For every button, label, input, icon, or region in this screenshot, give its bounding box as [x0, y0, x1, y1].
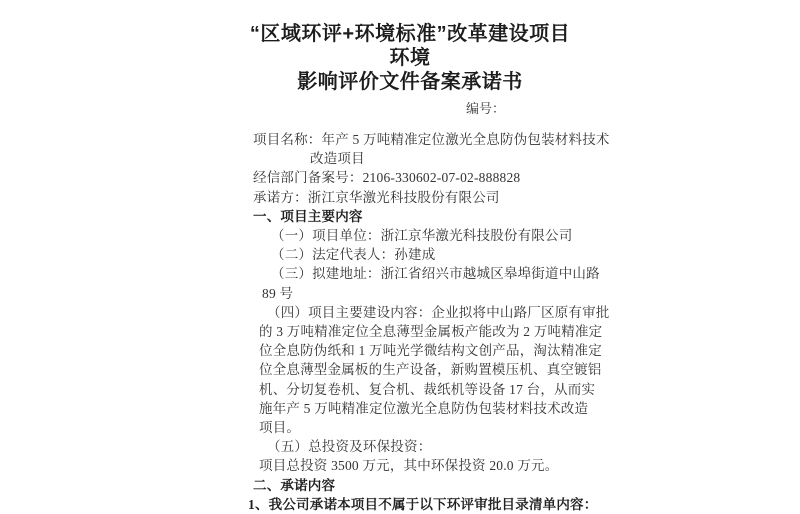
section1-item4-line5: 机、分切复卷机、复合机、裁纸机等设备 17 台，从而实: [259, 381, 596, 397]
section1-item4-line2: 的 3 万吨精准定位全息薄型金属板产能改为 2 万吨精准定: [259, 324, 603, 340]
field-promisor: 承诺方：浙江京华激光科技股份有限公司: [253, 189, 500, 205]
section1-item5-detail: 项目总投资 3500 万元，其中环保投资 20.0 万元。: [259, 458, 559, 474]
section1-item5-heading: （五）总投资及环保投资：: [267, 439, 432, 455]
section1-heading: 一、项目主要内容: [253, 208, 363, 224]
field-project-name-line1: 项目名称：年产 5 万吨精准定位激光全息防伪包装材料技术: [253, 132, 610, 147]
section1-item1: （一）项目单位：浙江京华激光科技股份有限公司: [271, 228, 573, 244]
serial-number-label: 编号：: [466, 101, 506, 116]
field-record-number: 经信部门备案号：2106-330602-07-02-888828: [253, 170, 521, 186]
section1-item4-line1: （四）项目主要建设内容：企业拟将中山路厂区原有审批: [267, 304, 610, 320]
serial-number-field: [240, 100, 640, 118]
section2-item1: 1、我公司承诺本项目不属于以下环评审批目录清单内容：: [248, 496, 598, 512]
field-project-name-line2: 改造项目: [310, 151, 365, 167]
section1-item2: （二）法定代表人：孙建成: [271, 247, 436, 263]
section1-item4-line3: 位全息防伪纸和 1 万吨光学微结构文创产品，淘汰精准定: [259, 343, 602, 359]
section2-heading: 二、承诺内容: [253, 477, 336, 493]
document-body: [240, 130, 640, 514]
section1-item4-line4: 位全息薄型金属板的生产设备，新购置模压机、真空镀铝: [259, 362, 602, 378]
document-title-line2: 影响评价文件备案承诺书: [297, 71, 523, 93]
document-title: [240, 22, 580, 94]
section1-item4-line6: 施年产 5 万吨精准定位激光全息防伪包装材料技术改造: [259, 400, 589, 416]
section1-item3-line2: 89 号: [262, 285, 294, 301]
section1-item3-line1: （三）拟建地址：浙江省绍兴市越城区皋埠街道中山路: [271, 266, 600, 282]
document-title-line1: “区域环评+环境标准”改革建设项目环境: [249, 23, 571, 69]
section1-item4-line7: 项目。: [259, 420, 301, 436]
document-page: [240, 0, 640, 514]
